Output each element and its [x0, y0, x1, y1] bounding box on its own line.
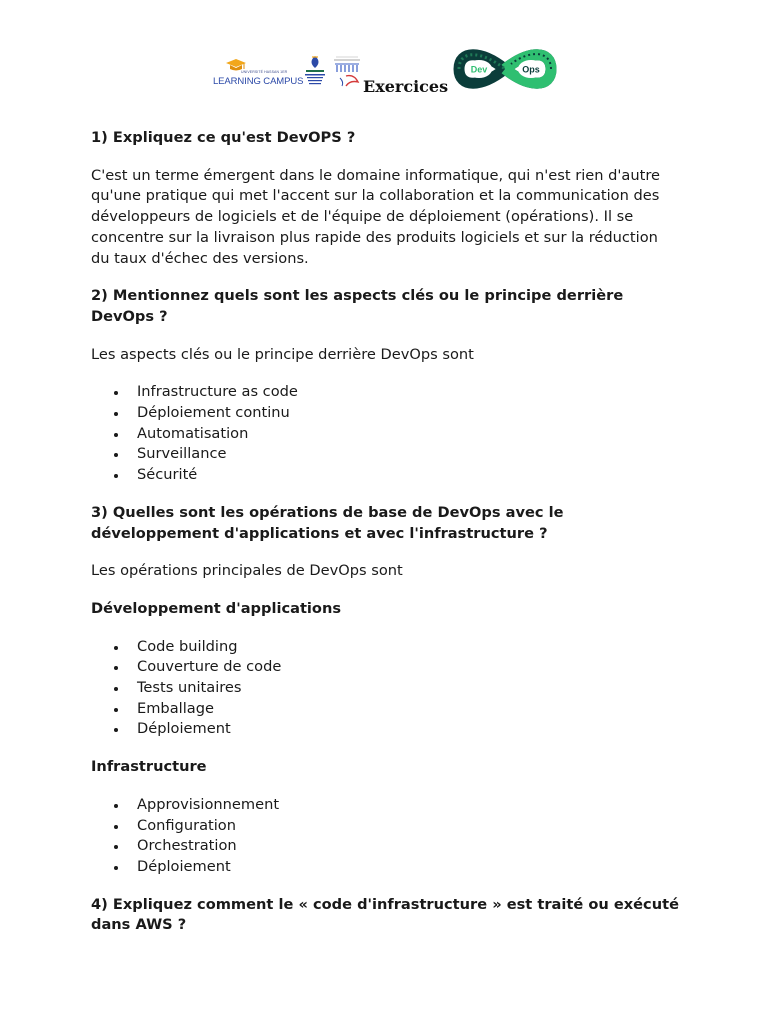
question-2: 2) Mentionnez quels sont les aspects clés ou le principe derrière DevOps ?	[91, 287, 624, 325]
key-aspects-list	[91, 382, 681, 486]
list-item: Déploiement continu	[137, 403, 681, 424]
list-item: Configuration	[137, 816, 681, 837]
infra-subheading: Infrastructure	[91, 758, 207, 776]
question-3: 3) Quelles sont les opérations de base de DevOps avec le développement d'applications et avec l'infrastructure ?	[91, 503, 564, 542]
answer-1: C'est un terme émergent dans le domaine informatique, qui n'est rien d'autre qu'une pratique qui met l'accent sur la collaboration et la communication des développeurs de logiciels et de l'équipe de déploiement (opérations). Il se concentre sur la livraison plus rapide des produits logiciels et sur la réduction du taux d'échec des versions.	[91, 166, 660, 267]
question-4: 4) Expliquez comment le « code d'infrastructure » est traité ou exécuté dans AWS ?	[91, 895, 679, 934]
list-item: Sécurité	[137, 465, 681, 486]
dev-subheading: Développement d'applications	[91, 599, 342, 617]
list-item: Couverture de code	[137, 657, 681, 678]
document-header	[0, 42, 768, 102]
list-item: Infrastructure as code	[137, 382, 681, 403]
infra-operations-list	[91, 795, 681, 878]
devops-ops-label: Ops	[522, 64, 540, 75]
question-1: 1) Expliquez ce qu'est DevOPS ?	[91, 129, 356, 146]
list-item: Emballage	[137, 699, 681, 720]
learning-campus-logo	[213, 56, 304, 92]
dev-operations-list	[91, 637, 681, 741]
campus-logo-university-text: UNIVERSITÉ HASSAN 1ER	[241, 70, 288, 74]
page-title: Exercices	[363, 77, 449, 96]
list-item: Orchestration	[137, 836, 681, 857]
list-item: Code building	[137, 637, 681, 658]
list-item: Approvisionnement	[137, 795, 681, 816]
devops-dev-label: Dev	[470, 64, 488, 75]
answer-2-intro: Les aspects clés ou le principe derrière DevOps sont	[91, 345, 474, 363]
answer-3-intro: Les opérations principales de DevOps sont	[91, 562, 403, 580]
devops-infinity-logo	[451, 44, 559, 94]
list-item: Automatisation	[137, 424, 681, 445]
list-item: Tests unitaires	[137, 678, 681, 699]
list-item: Déploiement	[137, 719, 681, 740]
list-item: Déploiement	[137, 857, 681, 878]
document-body	[91, 128, 681, 953]
list-item: Surveillance	[137, 444, 681, 465]
faculty-emblem-icon	[332, 52, 362, 88]
campus-logo-name: LEARNING CAMPUS	[213, 76, 304, 87]
university-emblem-icon	[302, 54, 328, 88]
